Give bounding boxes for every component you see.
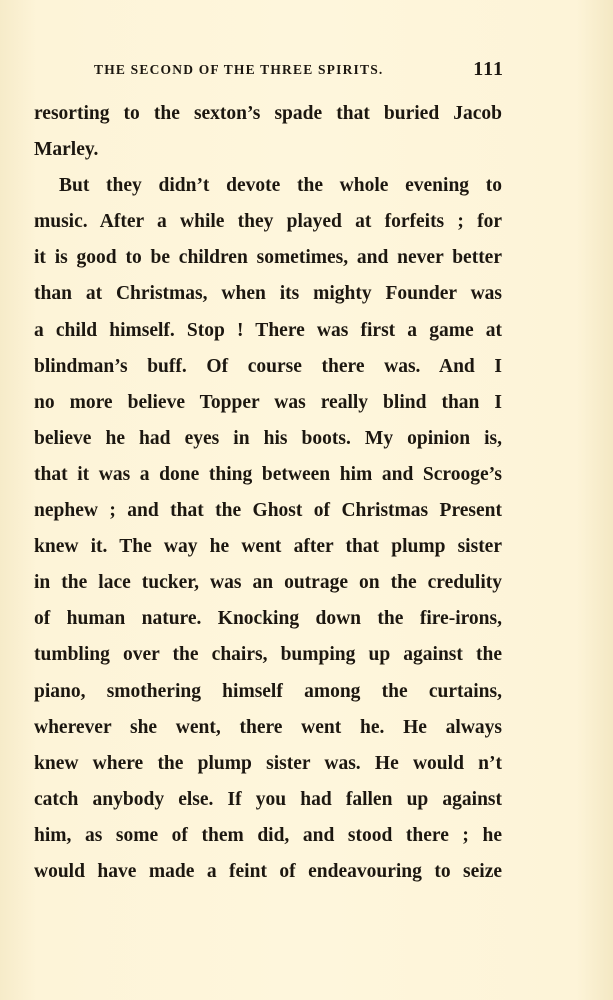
text-line: knew it. The way he went after that plump sister <box>34 536 502 558</box>
text-line: him, as some of them did, and stood there ; he <box>34 824 502 846</box>
text-line: it is good to be children sometimes, and never better <box>34 247 502 269</box>
text-line: of human nature. Knocking down the fire-irons, <box>34 608 502 630</box>
text-line: catch anybody else. If you had fallen up against <box>34 788 502 810</box>
body-text <box>34 96 502 890</box>
text-line: But they didn’t devote the whole evening to <box>59 175 502 197</box>
text-line: nephew ; and that the Ghost of Christmas Present <box>34 500 502 522</box>
text-line: than at Christmas, when its mighty Founder was <box>34 283 502 305</box>
text-line: no more believe Topper was really blind than I <box>34 391 502 413</box>
running-header <box>34 58 504 84</box>
text-line: piano, smothering himself among the curtains, <box>34 680 502 702</box>
text-line: that it was a done thing between him and Scrooge’s <box>34 463 502 485</box>
text-line: blindman’s buff. Of course there was. And I <box>34 355 502 377</box>
text-line: in the lace tucker, was an outrage on the credulity <box>34 572 502 594</box>
text-line: tumbling over the chairs, bumping up against the <box>34 644 502 666</box>
text-line: music. After a while they played at forfeits ; for <box>34 211 502 233</box>
text-line: resorting to the sexton’s spade that buried Jacob <box>34 103 502 124</box>
text-line: wherever she went, there went he. He always <box>34 716 502 738</box>
text-line: knew where the plump sister was. He would n’t <box>34 752 502 774</box>
text-line: Marley. <box>34 139 99 161</box>
running-title: THE SECOND OF THE THREE SPIRITS. <box>94 62 384 77</box>
text-line: believe he had eyes in his boots. My opinion is, <box>34 427 502 449</box>
text-line: a child himself. Stop ! There was first a game at <box>34 319 502 341</box>
text-line: would have made a feint of endeavouring to seize <box>34 860 502 882</box>
page-number: 111 <box>473 58 504 80</box>
